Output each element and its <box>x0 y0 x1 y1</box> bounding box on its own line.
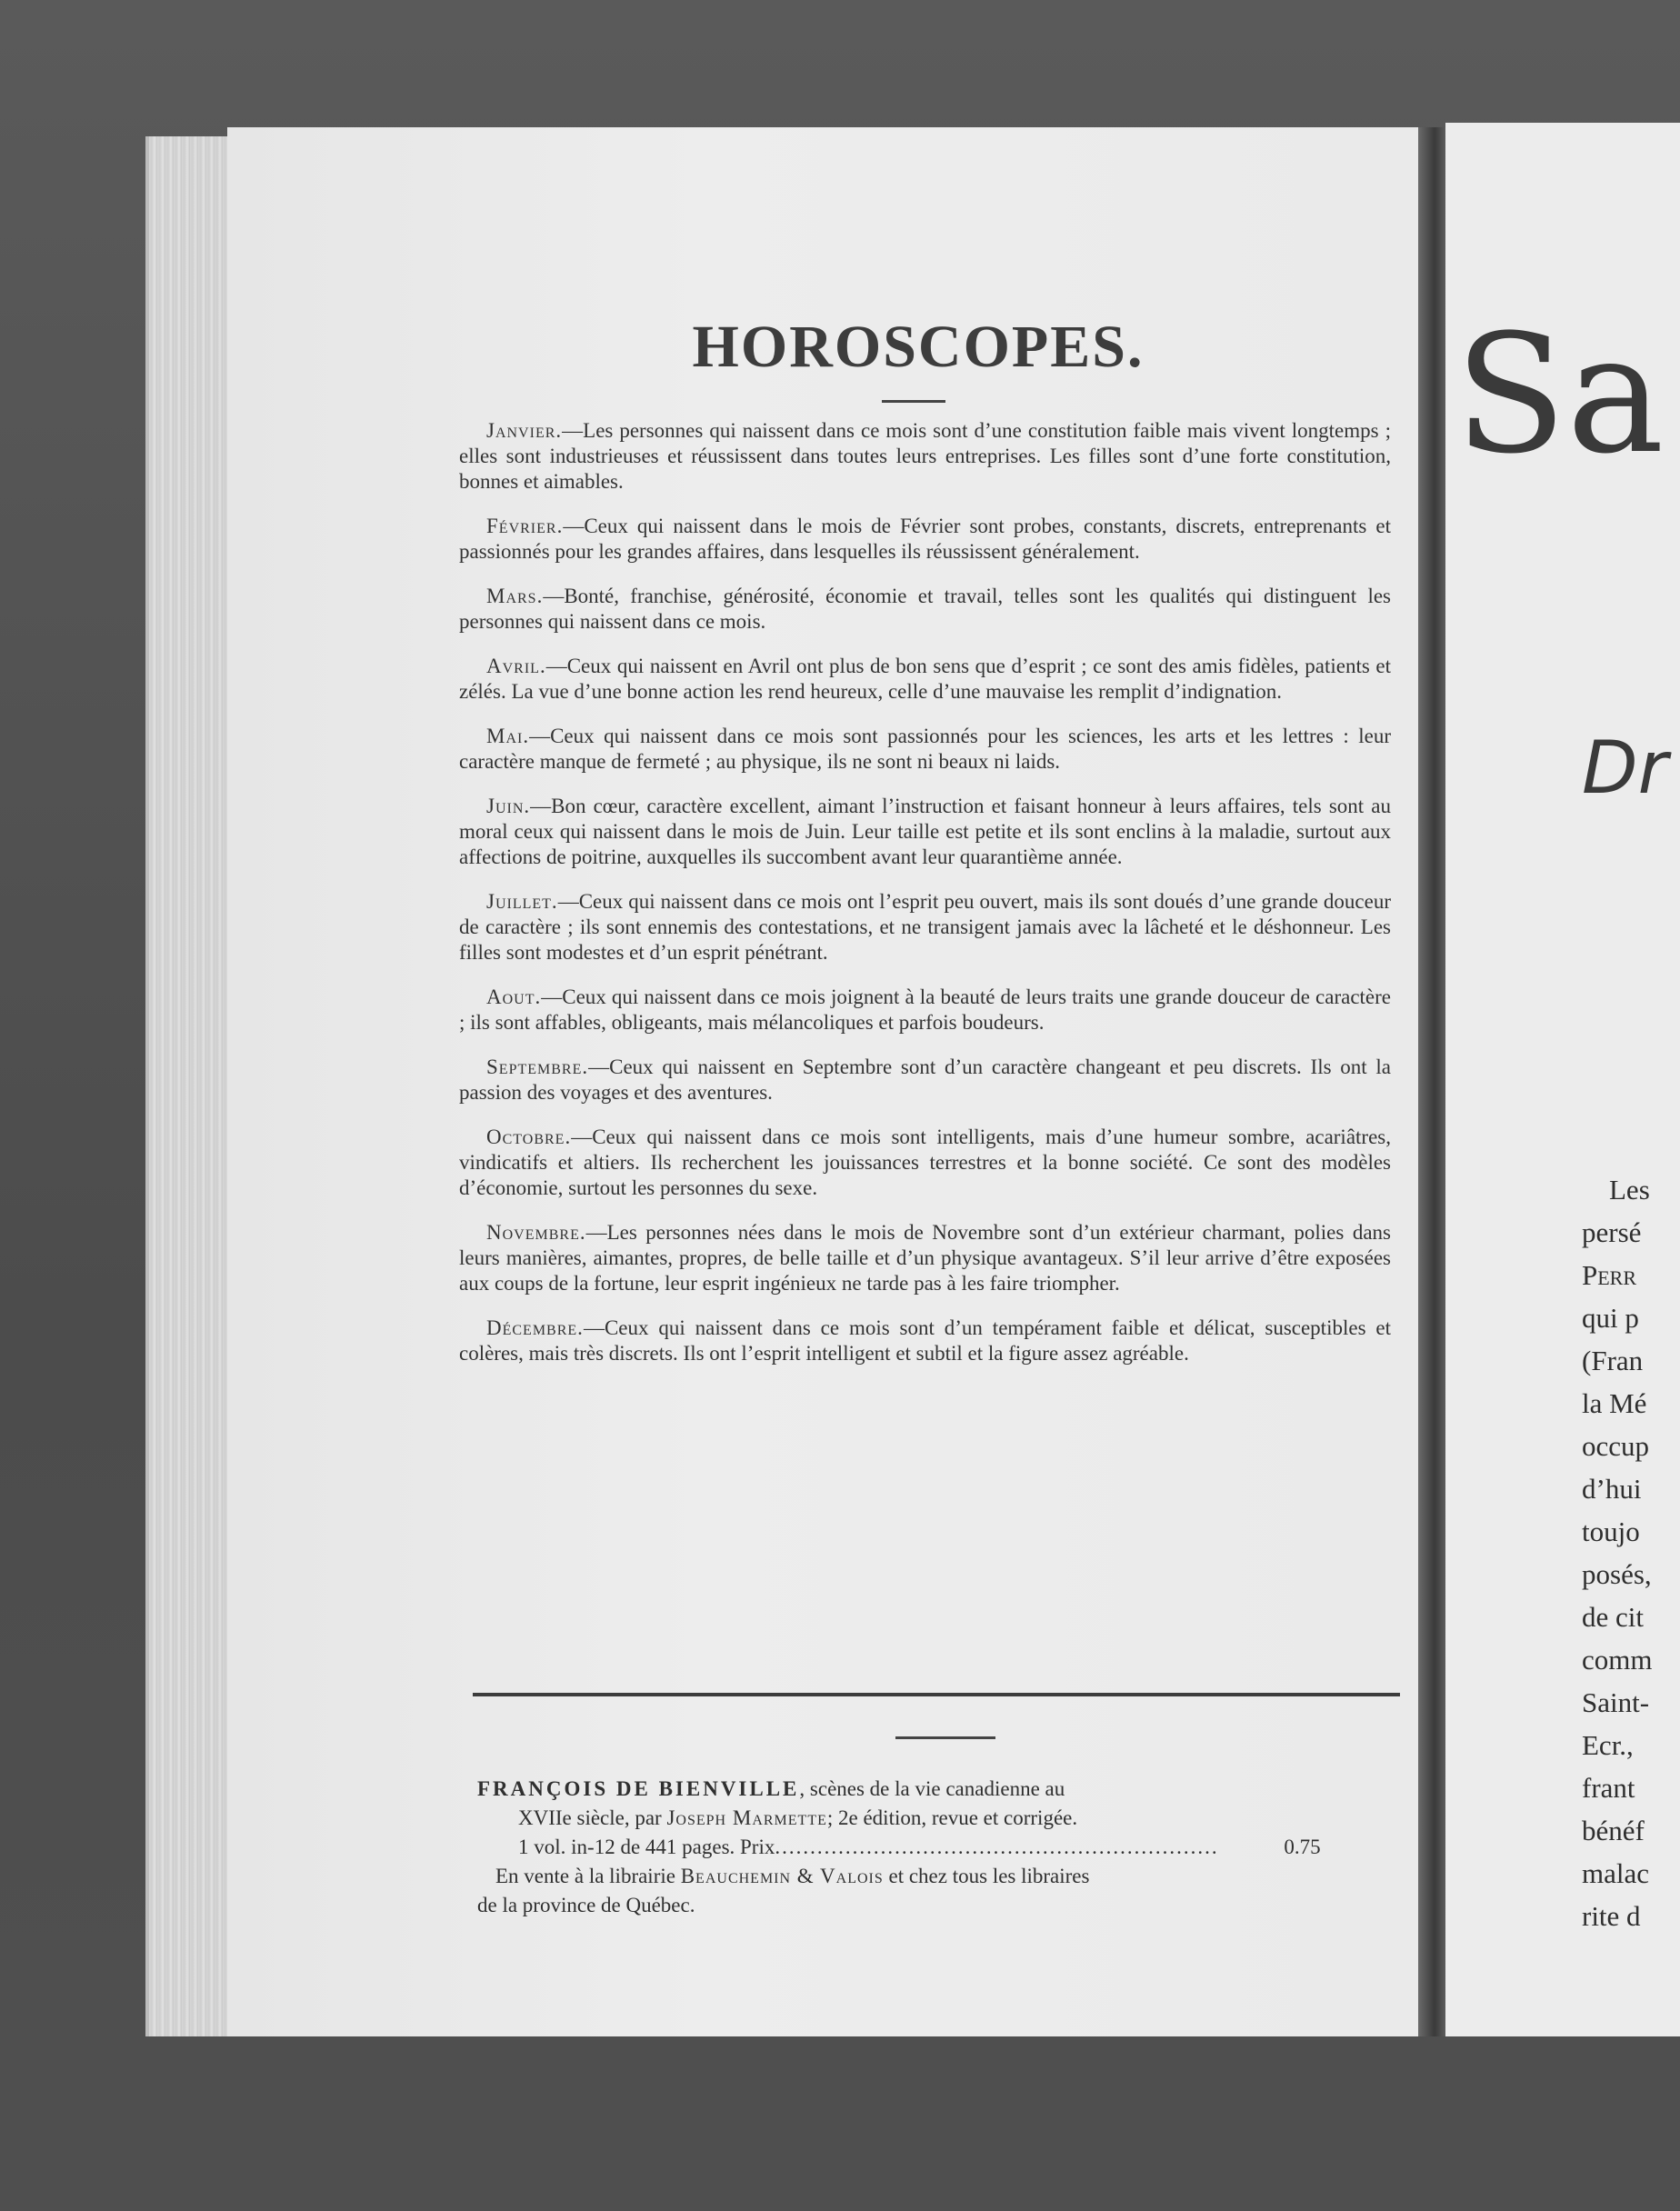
advert-text: et chez tous les libraires <box>883 1865 1090 1887</box>
month-label: Décembre. <box>486 1316 584 1339</box>
month-label: Novembre. <box>486 1221 586 1244</box>
advert-line-5: de la province de Québec. <box>477 1894 695 1916</box>
month-label: Juillet. <box>486 890 558 913</box>
text-line: rite d <box>1582 1900 1641 1932</box>
month-label: Juin. <box>486 795 531 817</box>
right-page <box>1445 123 1680 2036</box>
text-line: d’hui <box>1582 1473 1642 1505</box>
book-advert <box>477 1775 1409 1920</box>
entry-juillet <box>459 889 1391 965</box>
right-page-text <box>1582 1168 1653 1937</box>
entry-text: —Ceux qui naissent dans ce mois joignent à la beauté de leurs traits une grande douceur de caractère ; ils sont affables, obligeants, mais mélancoliques et parfois boudeurs. <box>459 985 1391 1034</box>
entry-text: —Bonté, franchise, générosité, économie et travail, telles sont les qualités qui distinguent les personnes qui naissent dans ce mois. <box>459 585 1391 633</box>
entry-text: —Ceux qui naissent dans ce mois sont passionnés pour les sciences, les arts et les lettres : leur caractère manque de fermeté ; au physique, ils ne sont ni beaux ni laids. <box>459 725 1391 773</box>
right-page-subheading: Dr <box>1582 725 1668 810</box>
section-divider <box>473 1693 1400 1696</box>
text-line: Ecr., <box>1582 1729 1634 1761</box>
month-label: Mars. <box>486 585 544 607</box>
text-line: toujo <box>1582 1516 1640 1547</box>
text-line: Saint- <box>1582 1686 1650 1718</box>
entry-text: —Les personnes qui naissent dans ce mois sont d’une constitution faible mais vivent longtemps ; elles sont industrieuses et réussissent dans toutes leurs entreprises. Les filles sont d’une forte constitution, bonnes et aimables. <box>459 419 1391 493</box>
entry-text: —Les personnes nées dans le mois de Novembre sont d’un extérieur charmant, polies dans leurs manières, aimantes, propres, de belle taille et d’un physique avantageux. S’il leur arrive d’être exposées aux coups de la fortune, leur esprit ingénieux ne tarde pas à les faire triompher. <box>459 1221 1391 1295</box>
month-label: Avril. <box>486 655 546 677</box>
text-line: frant <box>1582 1772 1635 1804</box>
entry-mai <box>459 724 1391 775</box>
entry-text: —Ceux qui naissent dans le mois de Février sont probes, constants, discrets, entreprenants et passionnés pour les grandes affaires, dans lesquelles ils réussissent généralement. <box>459 515 1391 563</box>
month-label: Janvier. <box>486 419 563 442</box>
text-line: posés, <box>1582 1558 1652 1590</box>
leader-dots: ............................................................... <box>775 1836 1219 1858</box>
advert-text: , scènes de la vie canadienne au <box>799 1777 1065 1800</box>
month-label: Février. <box>486 515 564 537</box>
entry-decembre <box>459 1316 1391 1366</box>
month-label: Aout. <box>486 985 542 1008</box>
entry-mars <box>459 584 1391 635</box>
month-label: Octobre. <box>486 1126 572 1148</box>
entry-fevrier <box>459 514 1391 565</box>
entry-text: —Ceux qui naissent en Avril ont plus de bon sens que d’esprit ; ce sont des amis fidèles, patients et zélés. La vue d’une bonne action les rend heureux, celle d’une mauvaise les remplit d’indignation. <box>459 655 1391 703</box>
entry-janvier <box>459 418 1391 495</box>
scan-bottom-margin <box>0 2036 1680 2211</box>
text-line: persé <box>1582 1216 1642 1248</box>
entry-octobre <box>459 1125 1391 1201</box>
publisher-name: Beauchemin & Valois <box>680 1865 884 1887</box>
entry-aout <box>459 985 1391 1035</box>
text-line: (Fran <box>1582 1345 1644 1376</box>
month-label: Mai. <box>486 725 530 747</box>
advert-text: En vente à la librairie <box>495 1865 681 1887</box>
author-name: Joseph Marmette <box>666 1806 827 1829</box>
advert-text: 1 vol. in-12 de 441 pages. Prix <box>518 1836 775 1858</box>
entry-text: —Bon cœur, caractère excellent, aimant l’instruction et faisant honneur à leurs affaires, tels sont au moral ceux qui naissent dans le mois de Juin. Leur taille est petite et ils sont enclins à la maladie, surtout aux affections de poitrine, auxquelles ils succombent avant leur quarantième année. <box>459 795 1391 868</box>
entry-juin <box>459 794 1391 870</box>
advert-text: XVIIe siècle, par <box>518 1806 667 1829</box>
entry-text: —Ceux qui naissent dans ce mois sont intelligents, mais d’une humeur sombre, acariâtres, vindicatifs et altiers. Ils recherchent les jouissances terrestres et la bonne société. Ce sont des modèles d’économie, surtout les personnes du sexe. <box>459 1126 1391 1199</box>
advert-line-4 <box>477 1862 1409 1891</box>
entry-septembre <box>459 1055 1391 1106</box>
title-divider <box>882 400 945 403</box>
advert-line-3 <box>477 1833 1409 1862</box>
text-line: bénéf <box>1582 1815 1645 1846</box>
text-line: Perr <box>1582 1259 1637 1291</box>
text-line: occup <box>1582 1430 1650 1462</box>
text-line: la Mé <box>1582 1387 1647 1419</box>
month-label: Septembre. <box>486 1055 589 1078</box>
entry-text: —Ceux qui naissent dans ce mois sont d’un tempérament faible et délicat, susceptibles et colères, mais très discrets. Ils ont l’esprit intelligent et subtil et la figure assez agréable. <box>459 1316 1391 1365</box>
entry-novembre <box>459 1220 1391 1296</box>
text-line: malac <box>1582 1857 1650 1889</box>
book-gutter <box>1418 127 1445 2036</box>
advert-line-1 <box>477 1775 1409 1804</box>
entry-text: —Ceux qui naissent en Septembre sont d’un caractère changeant et peu discrets. Ils ont la passion des voyages et des aventures. <box>459 1055 1391 1104</box>
entry-text: —Ceux qui naissent dans ce mois ont l’esprit peu ouvert, mais ils sont doués d’une grande douceur de caractère ; ils sont ennemis des contestations, et ne transigent jamais avec la lâcheté et le déshonneur. Les filles sont modestes et d’un esprit pénétrant. <box>459 890 1391 964</box>
advert-line-2 <box>477 1804 1409 1833</box>
book-title: FRANÇOIS DE BIENVILLE <box>477 1777 800 1800</box>
text-line: comm <box>1582 1644 1653 1676</box>
right-page-heading: Sa <box>1455 300 1665 490</box>
text-line: Les <box>1609 1174 1650 1206</box>
advert-divider <box>895 1736 995 1739</box>
entry-avril <box>459 654 1391 705</box>
price: 0.75 <box>1284 1836 1321 1858</box>
horoscope-entries <box>459 418 1391 1386</box>
advert-text: ; 2e édition, revue et corrigée. <box>826 1806 1078 1829</box>
text-line: qui p <box>1582 1302 1639 1334</box>
page-title: HOROSCOPES. <box>692 314 1145 381</box>
text-line: de cit <box>1582 1601 1644 1633</box>
